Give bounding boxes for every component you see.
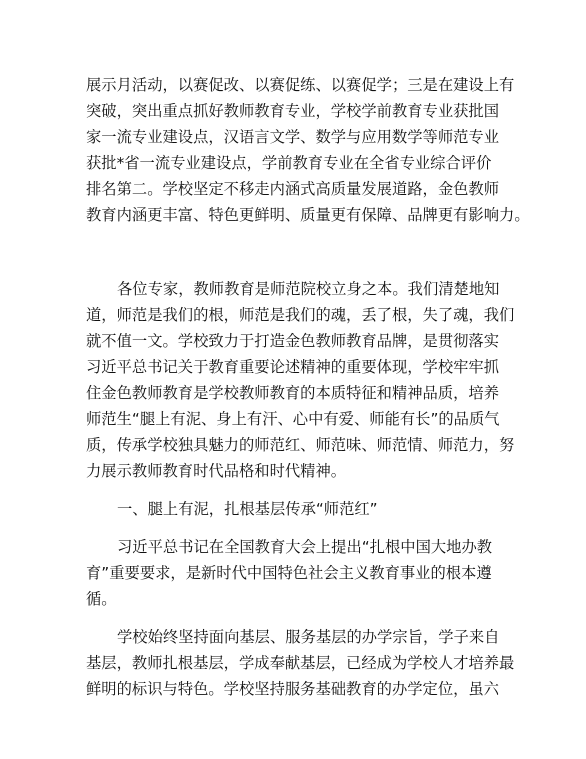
paragraph-line: 家一流专业建设点，汉语言文学、数学与应用数学等师范专业 bbox=[86, 128, 500, 146]
paragraph-line: 各位专家，教师教育是师范院校立身之本。我们清楚地知 bbox=[117, 280, 500, 298]
paragraph-line: 突破，突出重点抓好教师教育专业，学校学前教育专业获批国 bbox=[86, 102, 500, 120]
paragraph-line: 展示月活动，以赛促改、以赛促练、以赛促学；三是在建设上有 bbox=[86, 76, 515, 94]
paragraph-line: 习近平总书记关于教育重要论述精神的重要体现，学校牢牢抓 bbox=[86, 358, 500, 376]
paragraph-line: 鲜明的标识与特色。学校坚持服务基础教育的办学定位，虽六 bbox=[86, 680, 500, 698]
paragraph-line: 排名第二。学校坚定不移走内涵式高质量发展道路，金色教师 bbox=[86, 180, 500, 198]
paragraph-2 bbox=[86, 276, 515, 484]
paragraph-line: 获批*省一流专业建设点，学前教育专业在全省专业综合评价 bbox=[86, 154, 492, 172]
paragraph-gap bbox=[86, 522, 500, 534]
paragraph-line: 师范生“腿上有泥、身上有汗、心中有爱、师能有长”的品质气 bbox=[86, 410, 500, 428]
paragraph-line: 育”重要要求，是新时代中国特色社会主义教育事业的根本遵 bbox=[86, 564, 492, 582]
paragraph-line: 就不值一文。学校致力于打造金色教师教育品牌，是贯彻落实 bbox=[86, 332, 500, 350]
paragraph-3 bbox=[86, 534, 500, 612]
paragraph-line: 质，传承学校独具魅力的师范红、师范味、师范情、师范力，努 bbox=[86, 436, 515, 454]
paragraph-line: 基层，教师扎根基层，学成奉献基层，已经成为学校人才培养最 bbox=[86, 654, 515, 672]
paragraph-line: 住金色教师教育是学校教师教育的本质特征和精神品质，培养 bbox=[86, 384, 500, 402]
section-heading: 一、腿上有泥，扎根基层传承“师范红” bbox=[117, 500, 378, 518]
paragraph-line: 习近平总书记在全国教育大会上提出“扎根中国大地办教 bbox=[117, 538, 493, 556]
paragraph-1 bbox=[86, 72, 530, 228]
paragraph-gap bbox=[86, 228, 500, 276]
paragraph-line: 循。 bbox=[86, 590, 117, 608]
paragraph-gap bbox=[86, 612, 500, 624]
paragraph-line: 教育内涵更丰富、特色更鲜明、质量更有保障、品牌更有影响力。 bbox=[86, 206, 530, 224]
paragraph-line: 道，师范是我们的根，师范是我们的魂，丢了根，失了魂，我们 bbox=[86, 306, 515, 324]
paragraph-gap bbox=[86, 484, 500, 496]
paragraph-line: 力展示教师教育时代品格和时代精神。 bbox=[86, 462, 347, 480]
paragraph-line: 学校始终坚持面向基层、服务基层的办学宗旨，学子来自 bbox=[117, 628, 500, 646]
paragraph-4 bbox=[86, 624, 515, 702]
